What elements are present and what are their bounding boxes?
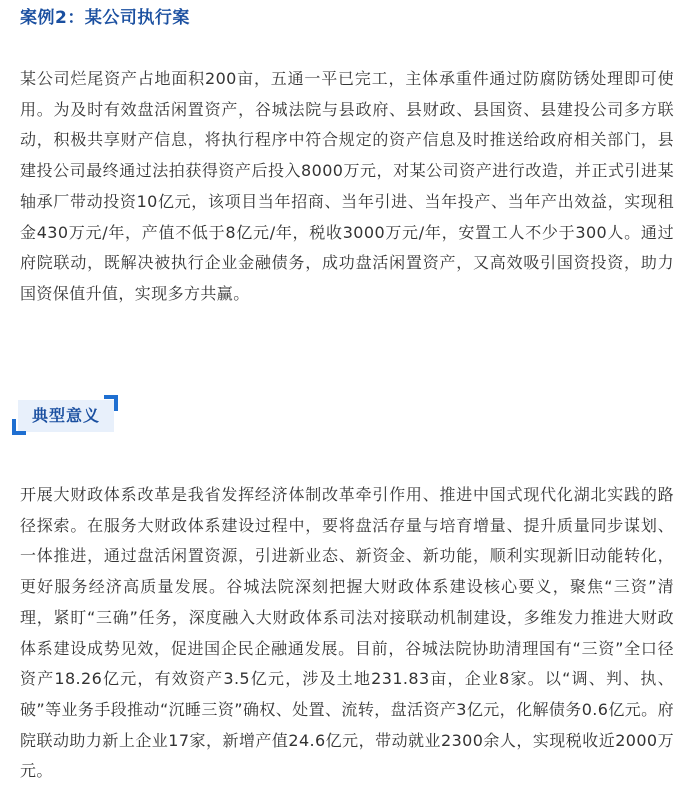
case-body-paragraph: 某公司烂尾资产占地面积200亩，五通一平已完工，主体承重件通过防腐防锈处理即可使用。为及时有效盘活闲置资产，谷城法院与县政府、县财政、县国资、县建投公司多方联动，积极共享财产信息，将执行程序中符合规定的资产信息及时推送给政府相关部门，县建投公司最终通过法拍获得资产后投入8000万元，对某公司资产进行改造，并正式引进某轴承厂带动投资10亿元，该项目当年招商、当年引进、当年投产、当年产出效益，实现租金430万元/年，产值不低于8亿元/年，税收3000万元/年，安置工人不少于300人。通过府院联动，既解决被执行企业金融债务，成功盘活闲置资产，又高效吸引国资投资，助力国资保值升值，实现多方共赢。 bbox=[20, 69, 674, 303]
significance-body-paragraph: 开展大财政体系改革是我省发挥经济体制改革牵引作用、推进中国式现代化湖北实践的路径探索。在服务大财政体系建设过程中，要将盘活存量与培育增量、提升质量同步谋划、一体推进，通过盘活闲置资源，引进新业态、新资金、新功能，顺利实现新旧动能转化，更好服务经济高质量发展。谷城法院深刻把握大财政体系建设核心要义，聚焦“三资”清理，紧盯“三确”任务，深度融入大财政体系司法对接联动机制建设，多维发力推进大财政体系建设成势见效，促进国企民企融通发展。目前，谷城法院协助清理国有“三资”全口径资产18.26亿元，有效资产3.5亿元，涉及土地231.83亩，企业8家。以“调、判、执、破”等业务手段推动“沉睡三资”确权、处置、流转，盘活资产3亿元，化解债务0.6亿元。府院联动助力新上企业17家，新增产值24.6亿元，带动就业2300余人，实现税收近2000万元。 bbox=[20, 485, 674, 781]
case-title: 案例2：某公司执行案 bbox=[20, 8, 190, 28]
section-heading-badge bbox=[12, 395, 118, 435]
section-heading: 典型意义 bbox=[31, 406, 100, 425]
